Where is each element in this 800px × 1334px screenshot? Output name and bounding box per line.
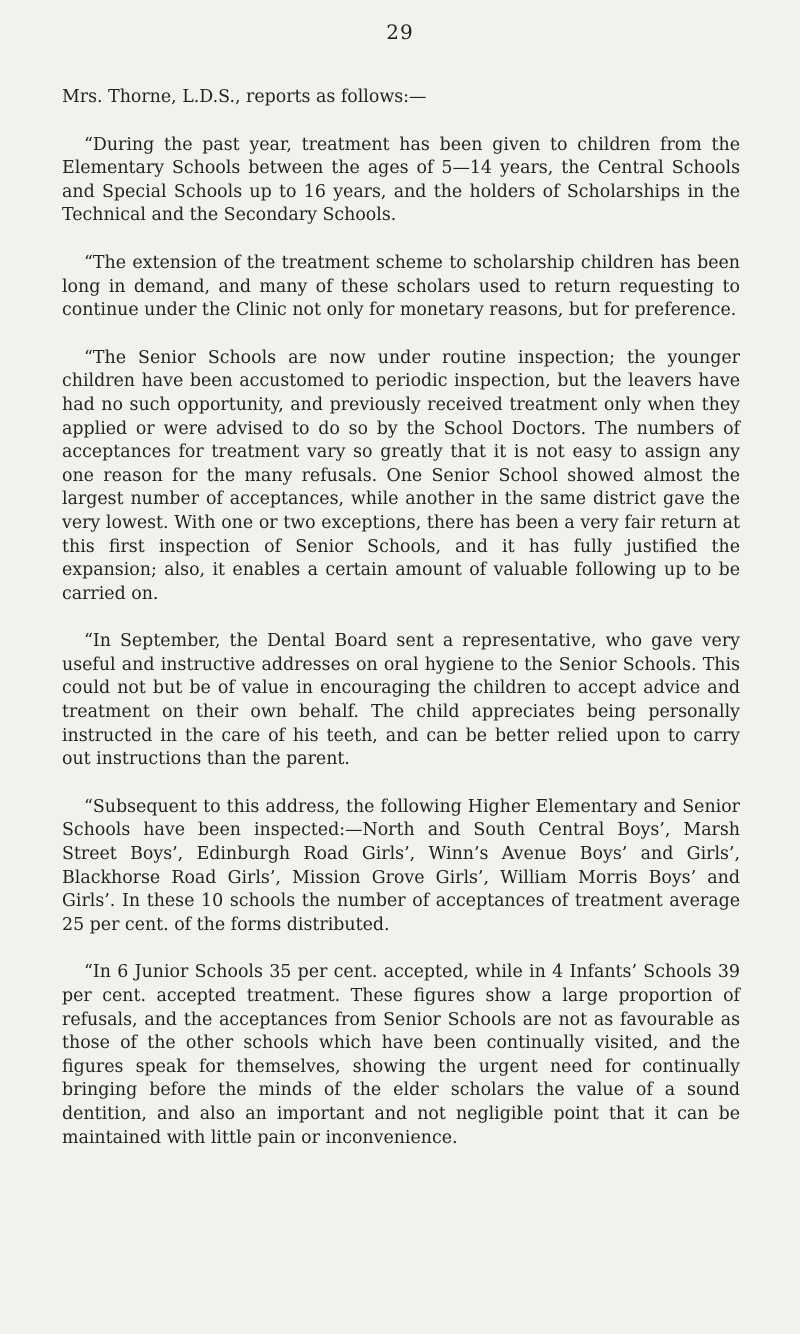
paragraph-junior-infant-acceptances: “In 6 Junior Schools 35 per cent. accepted, while in 4 Infants’ Schools 39 per cent. accepted treatment. These figures show a large proportion of refusals, and the acceptances from Senior Schools are not as favourable as those of the other schools which have been continually visited, and the figures speak for themselves, showing the urgent need for continually bringing before the minds of the elder scholars the value of a sound dentition, and also an important and not negligible point that it can be maintained with little pain or inconvenience. (62, 962, 740, 1148)
report-body (62, 86, 740, 1174)
report-intro: Mrs. Thorne, L.D.S., reports as follows:— (62, 87, 427, 107)
page-number: 29 (386, 20, 414, 44)
paragraph-schools-inspected: “Subsequent to this address, the following Higher Elementary and Senior Schools have been inspected:—North and South Central Boys’, Marsh Street Boys’, Edinburgh Road Girls’, Winn’s Avenue Boys’ and Girls’, Blackhorse Road Girls’, Mission Grove Girls’, William Morris Boys’ and Girls’. In these 10 schools the number of acceptances of treatment average 25 per cent. of the forms distributed. (62, 796, 740, 935)
paragraph-treatment-scope: “During the past year, treatment has been given to children from the Elementary Schools between the ages of 5—14 years, the Central Schools and Special Schools up to 16 years, and the holders of Scholarships in the Technical and the Secondary Schools. (62, 134, 740, 226)
paragraph-senior-schools-inspection: “The Senior Schools are now under routine inspection; the younger children have been accustomed to periodic inspection, but the leavers have had no such opportunity, and previously received treatment only when they applied or were advised to do so by the School Doctors. The numbers of acceptances for treatment vary so greatly that it is not easy to assign any one reason for the many refusals. One Senior School showed almost the largest number of acceptances, while another in the same district gave the very lowest. With one or two exceptions, there has been a very fair return at this first inspection of Senior Schools, and it has fully justified the expansion; also, it enables a certain amount of valuable following up to be carried on. (62, 347, 740, 604)
paragraph-dental-board-addresses: “In September, the Dental Board sent a representative, who gave very useful and instructive addresses on oral hygiene to the Senior Schools. This could not but be of value in encouraging the children to accept advice and treatment on their own behalf. The child appreciates being personally instructed in the care of his teeth, and can be better relied upon to carry out instructions than the parent. (62, 631, 740, 770)
paragraph-scholarship-extension: “The extension of the treatment scheme to scholarship children has been long in demand, and many of these scholars used to return requesting to continue under the Clinic not only for monetary reasons, but for preference. (62, 252, 740, 321)
